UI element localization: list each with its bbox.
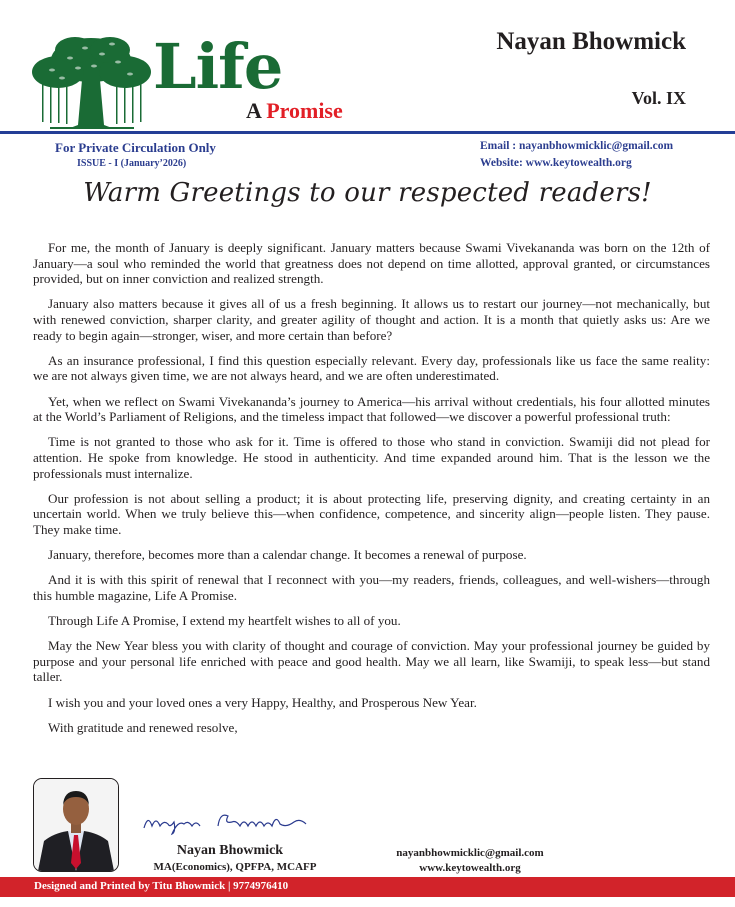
paragraph: January also matters because it gives all of us a fresh beginning. It allows us to restart our journey—not mechanically, but with renewed conviction, sharper clarity, and greater agility of thought and action. It is a month that quietly asks us: Are we ready to begin again—stronger, wiser, and more certain than before? <box>33 296 710 343</box>
paragraph: With gratitude and renewed resolve, <box>48 719 238 735</box>
person-portrait-icon <box>34 779 118 871</box>
paragraph: Time is not granted to those who ask for it. Time is offered to those who stand in conviction. Swamiji did not plead for attention. He spoke from knowledge. He stood in authenticity. And time expanded around him. That is the lesson we the professionals must internalize. <box>33 434 710 481</box>
paragraph: January, therefore, becomes more than a calendar change. It becomes a renewal of purpose. <box>48 547 527 563</box>
header-divider <box>0 131 735 134</box>
paragraph: May the New Year bless you with clarity of thought and courage of conviction. May your professional journey be guided by purpose and your personal life enriched with peace and good health. May we all learn, like Swamiji, to speak less—but stand taller. <box>33 638 710 685</box>
logo-subtitle-a: A <box>246 98 261 123</box>
paragraph: I wish you and your loved ones a very Happy, Healthy, and Prosperous New Year. <box>48 694 477 710</box>
paragraph: For me, the month of January is deeply significant. January matters because Swami Vivekananda was born on the 12th of January—a soul who reminded the world that greatness does not depend on time allotted, approval granted, or circumstances provided, but on inner conviction and realized strength. <box>33 240 710 287</box>
logo-subtitle <box>246 100 343 122</box>
issue-label: ISSUE - I (January’2026) <box>77 158 187 169</box>
paragraph: Our profession is not about selling a product; it is about protecting life, preserving dignity, and creating certainty in an uncertain world. When we truly believe this—when confidence, competence, and sincerity align—people listen. They pause. They make time. <box>33 490 710 537</box>
logo-subtitle-promise: Promise <box>266 98 343 123</box>
signature-icon <box>140 806 320 836</box>
header-website-link[interactable]: Website: www.keytowealth.org <box>480 157 632 169</box>
greeting-heading: Warm Greetings to our respected readers! <box>83 178 652 208</box>
footer-credit: Designed and Printed by Titu Bhowmick | 9774976410 <box>34 880 289 892</box>
signoff-email-link[interactable]: nayanbhowmicklic@gmail.com <box>396 847 544 859</box>
paragraph: Yet, when we reflect on Swami Vivekananda’s journey to America—his arrival without credentials, his four allotted minutes at the World’s Parliament of Religions, and the timeless impact that followed—we discover a powerful professional truth: <box>33 393 710 425</box>
header-email-link[interactable]: Email : nayanbhowmicklic@gmail.com <box>480 140 674 152</box>
banyan-tree-logo-icon <box>30 30 152 130</box>
footer-bar <box>0 877 735 897</box>
volume-label: Vol. IX <box>631 88 686 108</box>
signoff-name: Nayan Bhowmick <box>176 843 284 858</box>
author-heading: Nayan Bhowmick <box>496 28 686 55</box>
circulation-note: For Private Circulation Only <box>55 140 216 155</box>
signoff-website-link[interactable]: www.keytowealth.org <box>419 862 521 874</box>
paragraph: Through Life A Promise, I extend my heartfelt wishes to all of you. <box>48 613 401 629</box>
signoff-qualifications: MA(Economics), QPFPA, MCAFP <box>153 861 317 873</box>
paragraph: As an insurance professional, I find this question especially relevant. Every day, professionals like us face the same reality: we are not always given time, we are not always heard, and we are often underestimated. <box>33 352 710 384</box>
author-photo <box>33 778 119 872</box>
paragraph: And it is with this spirit of renewal that I reconnect with you—my readers, friends, colleagues, and well-wishers—through this humble magazine, Life A Promise. <box>33 572 710 603</box>
letter-body <box>33 240 710 745</box>
logo-title: Life <box>153 30 283 103</box>
